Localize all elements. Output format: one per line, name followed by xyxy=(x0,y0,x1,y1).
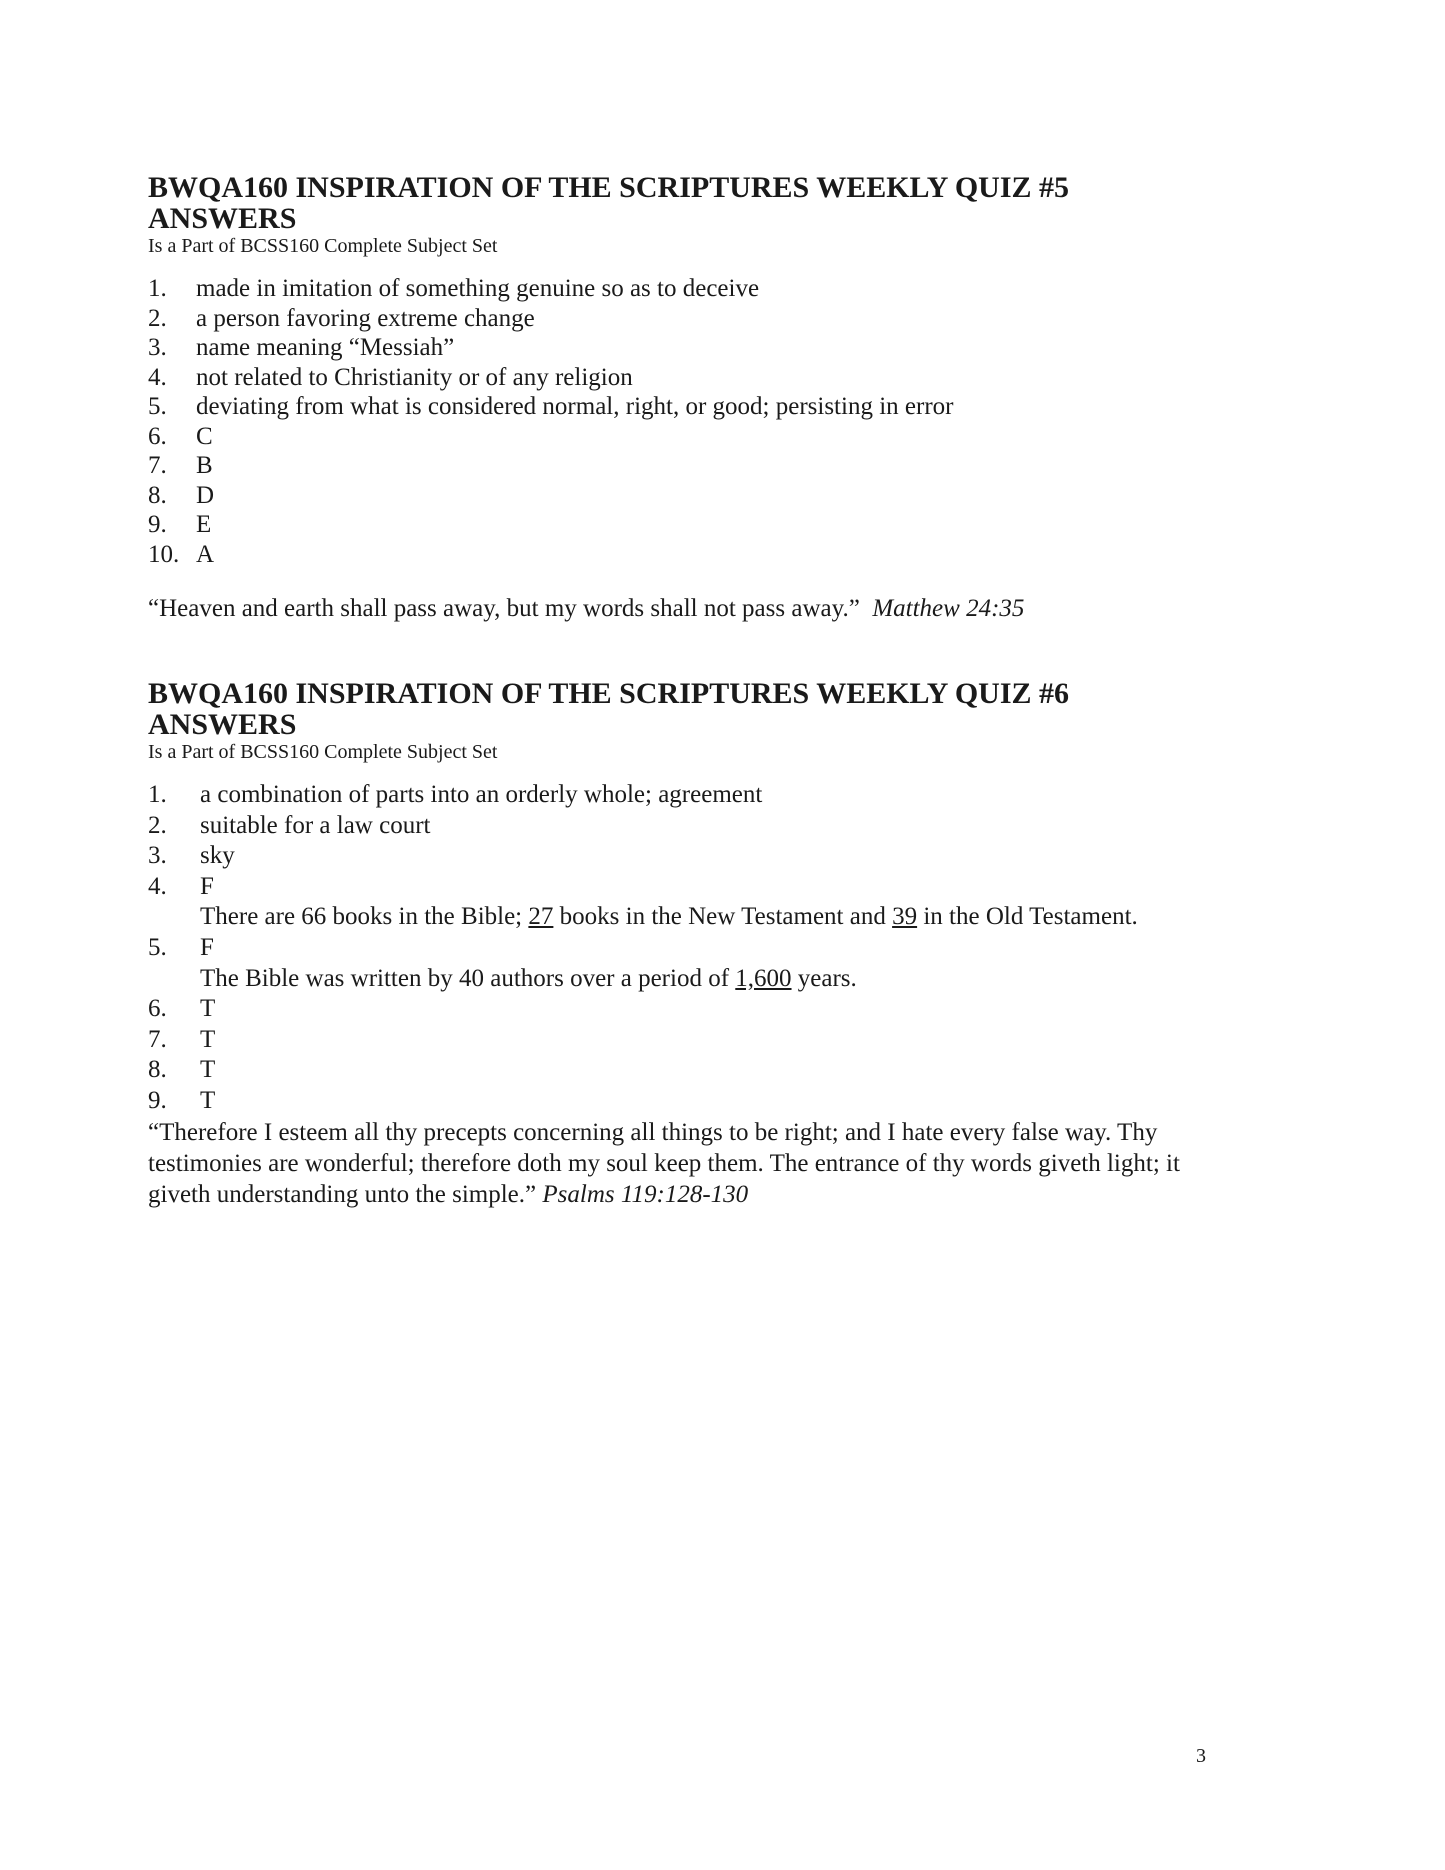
item-text: C xyxy=(196,422,213,450)
item-text: F xyxy=(200,933,214,961)
underlined-answer: 1,600 xyxy=(735,964,792,992)
list-item xyxy=(148,841,1298,872)
item-text: a person favoring extreme change xyxy=(196,304,535,332)
list-item xyxy=(148,392,1298,422)
quiz-6-answer-list xyxy=(148,780,1298,1117)
note-text: books in the New Testament and xyxy=(553,903,893,931)
list-item xyxy=(148,540,1298,570)
list-item xyxy=(148,1025,1298,1056)
underlined-answer: 39 xyxy=(892,903,918,931)
quiz-5-answer-list xyxy=(148,274,1298,569)
list-item xyxy=(148,363,1298,393)
item-number: 2. xyxy=(148,304,167,332)
quiz-6-title-line1: BWQA160 INSPIRATION OF THE SCRIPTURES WEEKLY QUIZ #6 xyxy=(148,677,1070,710)
quote-text: “Heaven and earth shall pass away, but my words shall not pass away.” xyxy=(148,595,860,622)
quote-reference: Matthew 24:35 xyxy=(872,595,1025,622)
item-number: 1. xyxy=(148,781,167,808)
item-number: 1. xyxy=(148,275,167,302)
quiz-6-subtitle: Is a Part of BCSS160 Complete Subject Set xyxy=(148,741,498,763)
note-text: in the Old Testament. xyxy=(917,903,1138,931)
quiz-6-scripture-quote xyxy=(148,1117,1208,1210)
item-text: a combination of parts into an orderly whole; agreement xyxy=(200,781,763,808)
quiz-5-scripture-quote xyxy=(148,594,1298,624)
item-text: name meaning “Messiah” xyxy=(196,334,455,361)
item-number: 7. xyxy=(148,1025,167,1053)
item-text: B xyxy=(196,452,213,479)
quiz-5-section xyxy=(148,172,1298,649)
underlined-answer: 27 xyxy=(528,903,554,931)
list-item xyxy=(148,811,1298,842)
item-text: not related to Christianity or of any religion xyxy=(196,363,633,391)
item-number: 4. xyxy=(148,363,167,391)
list-item xyxy=(148,994,1298,1025)
item-text: suitable for a law court xyxy=(200,811,431,839)
item-text: T xyxy=(200,1025,216,1053)
item-number: 7. xyxy=(148,452,167,479)
note-text: The Bible was written by 40 authors over a period of xyxy=(200,964,736,992)
item-text: A xyxy=(196,540,215,568)
quiz-5-title-line2: ANSWERS xyxy=(148,202,297,235)
item-number: 4. xyxy=(148,872,167,900)
item-number: 6. xyxy=(148,422,167,450)
list-item xyxy=(148,274,1298,304)
item-number: 3. xyxy=(148,334,167,361)
item-number: 9. xyxy=(148,1086,167,1114)
item-text: deviating from what is considered normal, right, or good; persisting in error xyxy=(196,393,954,420)
item-text: F xyxy=(200,872,214,900)
item-number: 5. xyxy=(148,393,167,420)
list-item xyxy=(148,422,1298,452)
quiz-6-section xyxy=(148,678,1298,1235)
item-number: 8. xyxy=(148,1056,167,1084)
quote-reference: Psalms 119:128-130 xyxy=(542,1180,749,1208)
quiz-6-title-line2: ANSWERS xyxy=(148,708,297,741)
item-number: 8. xyxy=(148,481,167,509)
list-item xyxy=(148,872,1298,903)
page-number: 3 xyxy=(1196,1745,1206,1767)
item-text: made in imitation of something genuine so as to deceive xyxy=(196,275,760,302)
item-text: sky xyxy=(200,842,235,870)
list-item xyxy=(148,481,1298,511)
item-text: E xyxy=(196,511,212,538)
item-text: T xyxy=(200,1056,216,1084)
quote-text: “Therefore I esteem all thy precepts concerning all things to be right; and I hate every false way. Thy testimonies are wonderful; therefore doth my soul keep them. The entrance of thy words giveth light; it giveth understanding unto the simple.” xyxy=(148,1118,1180,1208)
quiz-6-title xyxy=(148,678,1298,740)
item-number: 5. xyxy=(148,933,167,961)
item-number: 10. xyxy=(148,540,180,568)
quiz-5-subtitle: Is a Part of BCSS160 Complete Subject Set xyxy=(148,235,498,257)
list-item xyxy=(148,510,1298,540)
item-4-explanation xyxy=(148,902,1298,933)
item-text: T xyxy=(200,1086,216,1114)
item-text: T xyxy=(200,995,216,1023)
note-text: years. xyxy=(791,964,857,992)
list-item xyxy=(148,933,1298,964)
item-number: 6. xyxy=(148,995,167,1023)
item-5-explanation xyxy=(148,964,1298,995)
item-number: 9. xyxy=(148,511,167,538)
note-text: There are 66 books in the Bible; xyxy=(200,903,529,931)
list-item xyxy=(148,780,1298,811)
quiz-5-title-line1: BWQA160 INSPIRATION OF THE SCRIPTURES WEEKLY QUIZ #5 xyxy=(148,171,1070,204)
list-item xyxy=(148,1055,1298,1086)
list-item xyxy=(148,304,1298,334)
quiz-5-title xyxy=(148,172,1298,234)
list-item xyxy=(148,333,1298,363)
list-item xyxy=(148,451,1298,481)
item-text: D xyxy=(196,481,215,509)
item-number: 3. xyxy=(148,842,167,870)
list-item xyxy=(148,1086,1298,1117)
item-number: 2. xyxy=(148,811,167,839)
